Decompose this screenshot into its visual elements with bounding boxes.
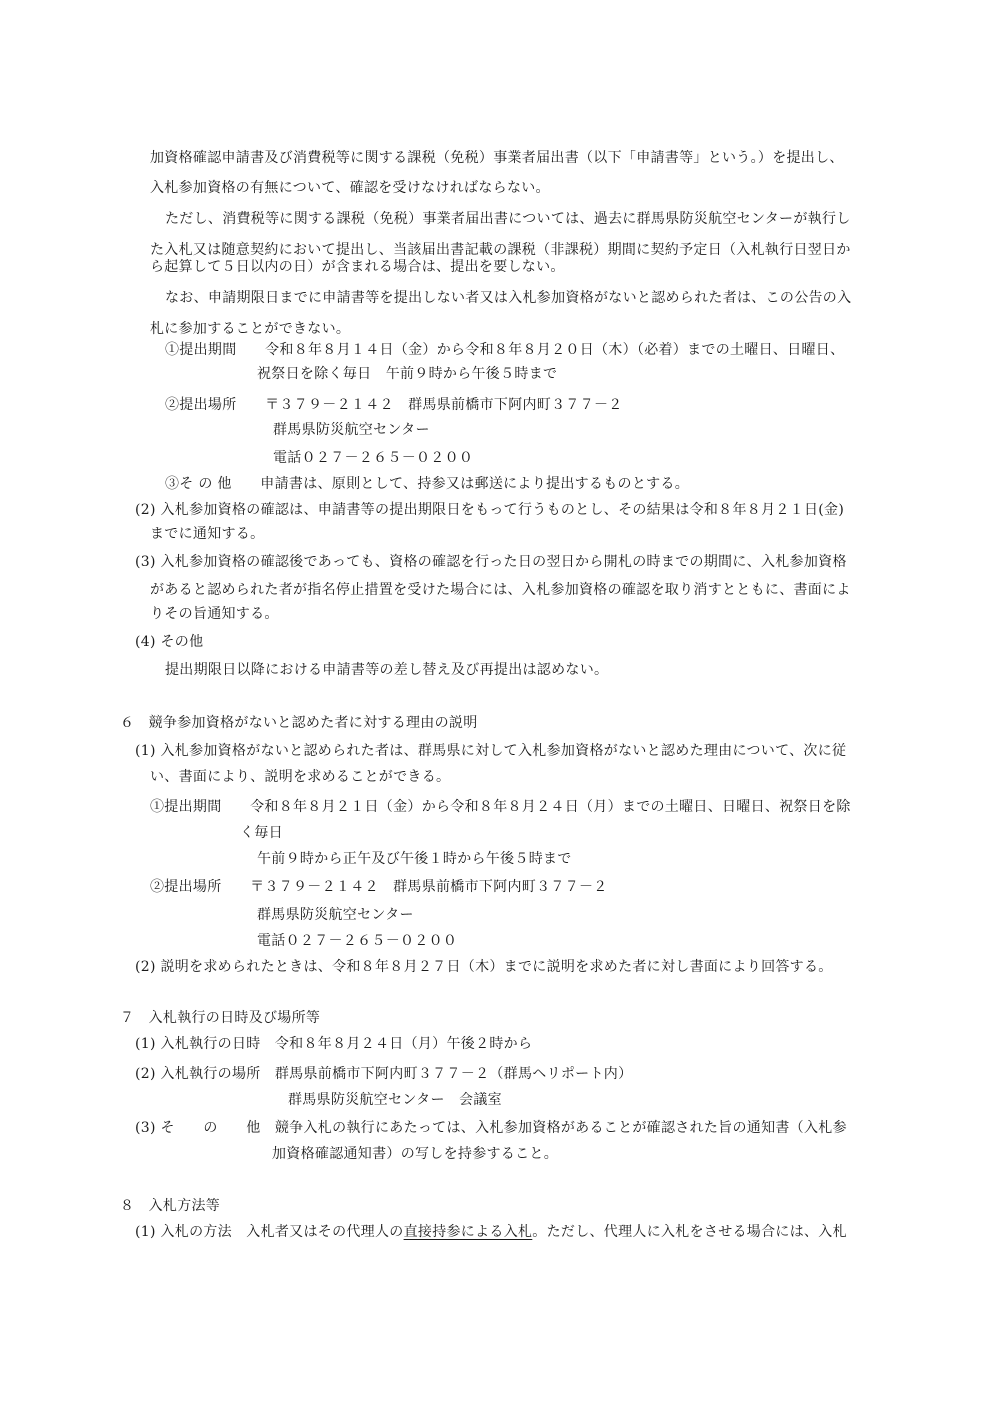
text-line: 加資格確認通知書）の写しを持参すること。 (272, 1146, 558, 1162)
text-line: 提出期限日以降における申請書等の差し替え及び再提出は認めない。 (165, 662, 609, 678)
text-line: ②提出場所 〒３７９－２１４２ 群馬県前橋市下阿内町３７７－２ (150, 879, 608, 895)
text-line: りその旨通知する。 (150, 606, 279, 622)
section-heading: ７ 入札執行の日時及び場所等 (120, 1010, 321, 1026)
text-line: があると認められた者が指名停止措置を受けた場合には、入札参加資格の確認を取り消すとともに、書面によ (150, 582, 851, 598)
text-line: (2) 入札参加資格の確認は、申請書等の提出期限日をもって行うものとし、その結果は令和８年８月２１日(金) (135, 502, 845, 518)
text-line: 群馬県防災航空センター (273, 422, 430, 438)
text-segment: (1) 入札の方法 入札者又はその代理人の (135, 1224, 404, 1240)
text-line: なお、申請期限日までに申請書等を提出しない者又は入札参加資格がないと認められた者は、この公告の入 (165, 290, 852, 306)
text-line: (4) その他 (135, 634, 204, 650)
underlined-text: 直接持参による入札 (403, 1224, 533, 1240)
text-line: 祝祭日を除く毎日 午前９時から午後５時まで (257, 366, 558, 382)
text-line: ①提出期間 令和８年８月２１日（金）から令和８年８月２４日（月）までの土曜日、日曜日、祝祭日を除 (150, 799, 851, 815)
text-line: 午前９時から正午及び午後１時から午後５時まで (257, 851, 572, 867)
text-line: い、書面により、説明を求めることができる。 (150, 769, 451, 785)
text-line: ③そ の 他 申請書は、原則として、持参又は郵送により提出するものとする。 (165, 476, 690, 492)
text-line: 電話０２７－２６５－０２００ (273, 450, 474, 466)
text-line: 群馬県防災航空センター (257, 907, 414, 923)
text-line: た入札又は随意契約において提出し、当該届出書記載の課税（非課税）期間に契約予定日（入札執行日翌日か (150, 242, 851, 258)
section-heading: ８ 入札方法等 (120, 1198, 221, 1214)
text-line: く毎日 (240, 825, 283, 841)
text-line: 札に参加することができない。 (150, 321, 351, 337)
text-line (135, 1222, 847, 1242)
text-line: ①提出期間 令和８年８月１４日（金）から令和８年８月２０日（木）（必着）までの土曜日、日曜日、 (165, 342, 845, 358)
text-line: ら起算して５日以内の日）が含まれる場合は、提出を要しない。 (150, 259, 565, 275)
text-line: 入札参加資格の有無について、確認を受けなければならない。 (150, 180, 550, 196)
text-line: ただし、消費税等に関する課税（免税）事業者届出書については、過去に群馬県防災航空センターが執行し (165, 211, 851, 227)
text-line: (3) 入札参加資格の確認後であっても、資格の確認を行った日の翌日から開札の時までの期間に、入札参加資格 (135, 554, 847, 570)
text-segment: 。ただし、代理人に入札をさせる場合には、入札 (532, 1224, 847, 1240)
text-line: 電話０２７－２６５－０２００ (257, 933, 458, 949)
text-line: までに通知する。 (150, 526, 265, 542)
text-line: (2) 入札執行の場所 群馬県前橋市下阿内町３７７－２（群馬ヘリポート内） (135, 1066, 633, 1082)
section-heading: ６ 競争参加資格がないと認めた者に対する理由の説明 (120, 715, 478, 731)
text-line: 群馬県防災航空センター 会議室 (288, 1092, 502, 1108)
text-line: ②提出場所 〒３７９－２１４２ 群馬県前橋市下阿内町３７７－２ (165, 397, 623, 413)
text-line: (2) 説明を求められたときは、令和８年８月２７日（木）までに説明を求めた者に対し書面により回答する。 (135, 959, 833, 975)
text-line: (1) 入札参加資格がないと認められた者は、群馬県に対して入札参加資格がないと認めた理由について、次に従 (135, 743, 847, 759)
text-line: 加資格確認申請書及び消費税等に関する課税（免税）事業者届出書（以下「申請書等」という。）を提出し、 (150, 150, 844, 166)
text-line: (1) 入札執行の日時 令和８年８月２４日（月）午後２時から (135, 1036, 533, 1052)
text-line: (3) そ の 他 競争入札の執行にあたっては、入札参加資格があることが確認された旨の通知書（入札参 (135, 1120, 847, 1136)
